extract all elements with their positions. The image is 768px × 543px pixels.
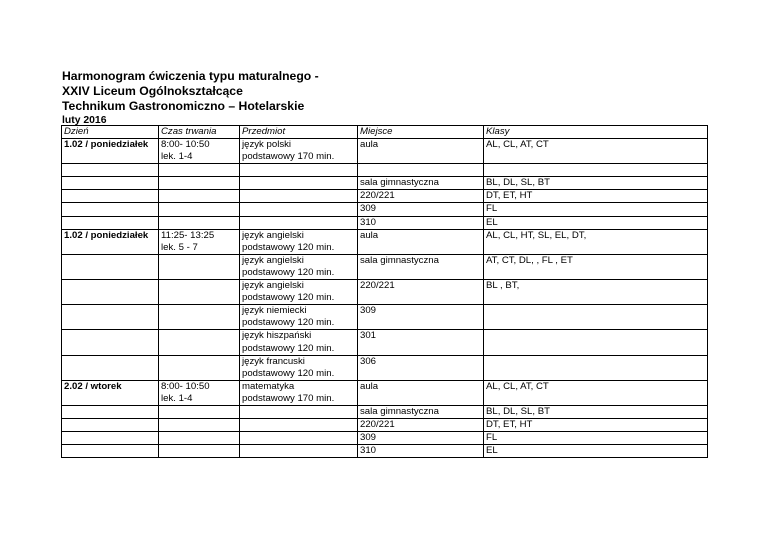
day-label: 1.02 / poniedziałek — [64, 229, 149, 241]
classes-text: EL — [486, 445, 498, 457]
subject-cell — [240, 445, 358, 458]
room-cell — [358, 203, 484, 216]
day-cell — [62, 216, 159, 229]
classes-text: BL, DL, SL, BT — [486, 405, 550, 417]
classes-text: BL , BT, — [486, 280, 520, 292]
time-cell — [159, 330, 240, 355]
table-row — [62, 216, 708, 229]
room-text: 309 — [360, 203, 377, 215]
time-text: lek. 1-4 — [161, 151, 193, 163]
day-cell — [62, 405, 159, 418]
room-text: 306 — [360, 355, 377, 367]
subject-text: język polski — [242, 139, 292, 151]
subject-cell — [240, 190, 358, 203]
table-row — [62, 254, 708, 279]
classes-text: FL — [486, 203, 498, 215]
room-text: aula — [360, 229, 379, 241]
day-cell — [62, 445, 159, 458]
table-row — [62, 432, 708, 445]
classes-text: FL — [486, 432, 498, 444]
time-cell — [159, 419, 240, 432]
room-text: aula — [360, 139, 379, 151]
classes-cell — [484, 229, 708, 254]
time-cell — [159, 229, 240, 254]
classes-text: DT, ET, HT — [486, 419, 533, 431]
day-cell — [62, 254, 159, 279]
subject-text: język niemiecki — [242, 305, 307, 317]
room-cell — [358, 380, 484, 405]
subject-text: język angielski — [242, 229, 304, 241]
time-cell — [159, 445, 240, 458]
classes-text: AT, CT, DL, , FL , ET — [486, 254, 573, 266]
table-row — [62, 330, 708, 355]
col-header-classes: Klasy — [484, 126, 708, 139]
room-cell — [358, 432, 484, 445]
subject-cell — [240, 419, 358, 432]
room-cell — [358, 280, 484, 305]
subject-cell — [240, 139, 358, 164]
technikum-name: Technikum Gastronomiczno – Hotelarskie — [62, 99, 305, 113]
day-cell — [62, 177, 159, 190]
time-cell — [159, 164, 240, 177]
room-text: aula — [360, 380, 379, 392]
subject-text: matematyka — [242, 380, 295, 392]
room-text: 220/221 — [360, 280, 395, 292]
classes-cell — [484, 330, 708, 355]
time-text: 11:25- 13:25 — [161, 229, 215, 241]
room-text: 220/221 — [360, 190, 395, 202]
day-cell — [62, 280, 159, 305]
time-cell — [159, 432, 240, 445]
table-row — [62, 229, 708, 254]
subject-cell — [240, 330, 358, 355]
room-text: 310 — [360, 216, 377, 228]
room-cell — [358, 164, 484, 177]
classes-text: AL, CL, AT, CT — [486, 139, 549, 151]
room-text: 220/221 — [360, 419, 395, 431]
table-row — [62, 139, 708, 164]
subject-cell — [240, 305, 358, 330]
table-row — [62, 445, 708, 458]
month-label: luty 2016 — [62, 115, 107, 126]
subject-text: podstawowy 170 min. — [242, 392, 335, 404]
time-cell — [159, 216, 240, 229]
classes-cell — [484, 445, 708, 458]
classes-text: AL, CL, HT, SL, EL, DT, — [486, 229, 587, 241]
room-text: sala gimnastyczna — [360, 254, 439, 266]
classes-text: EL — [486, 216, 498, 228]
table-row — [62, 164, 708, 177]
room-cell — [358, 419, 484, 432]
day-label: 2.02 / wtorek — [64, 380, 122, 392]
col-header-room: Miejsce — [358, 126, 484, 139]
classes-cell — [484, 254, 708, 279]
day-cell — [62, 419, 159, 432]
school-name: XXIV Liceum Ogólnokształcące — [62, 84, 243, 98]
classes-cell — [484, 164, 708, 177]
subject-text: podstawowy 120 min. — [242, 342, 335, 354]
day-cell — [62, 139, 159, 164]
day-cell — [62, 305, 159, 330]
time-cell — [159, 139, 240, 164]
day-cell — [62, 432, 159, 445]
subject-cell — [240, 254, 358, 279]
col-header-time: Czas trwania — [159, 126, 240, 139]
time-cell — [159, 280, 240, 305]
table-row — [62, 405, 708, 418]
col-header-day: Dzień — [62, 126, 159, 139]
doc-title: Harmonogram ćwiczenia typu maturalnego - — [62, 69, 319, 83]
room-cell — [358, 305, 484, 330]
day-cell — [62, 190, 159, 203]
table-row — [62, 177, 708, 190]
room-cell — [358, 254, 484, 279]
classes-cell — [484, 177, 708, 190]
room-cell — [358, 216, 484, 229]
classes-text: BL, DL, SL, BT — [486, 177, 550, 189]
time-cell — [159, 355, 240, 380]
time-cell — [159, 190, 240, 203]
room-text: sala gimnastyczna — [360, 177, 439, 189]
table-row — [62, 203, 708, 216]
day-cell — [62, 330, 159, 355]
room-cell — [358, 330, 484, 355]
room-cell — [358, 229, 484, 254]
room-cell — [358, 139, 484, 164]
classes-cell — [484, 203, 708, 216]
subject-text: język francuski — [242, 355, 305, 367]
classes-cell — [484, 419, 708, 432]
classes-text: AL, CL, AT, CT — [486, 380, 549, 392]
subject-cell — [240, 164, 358, 177]
day-cell — [62, 229, 159, 254]
time-cell — [159, 254, 240, 279]
time-text: 8:00- 10:50 — [161, 139, 210, 151]
subject-text: podstawowy 120 min. — [242, 317, 335, 329]
time-cell — [159, 380, 240, 405]
day-cell — [62, 355, 159, 380]
classes-cell — [484, 405, 708, 418]
room-cell — [358, 445, 484, 458]
time-text: lek. 5 - 7 — [161, 241, 198, 253]
subject-cell — [240, 177, 358, 190]
time-text: lek. 1-4 — [161, 392, 193, 404]
subject-text: język angielski — [242, 254, 304, 266]
day-cell — [62, 164, 159, 177]
time-cell — [159, 203, 240, 216]
subject-cell — [240, 280, 358, 305]
time-cell — [159, 305, 240, 330]
subject-cell — [240, 405, 358, 418]
classes-cell — [484, 139, 708, 164]
col-header-subject: Przedmiot — [240, 126, 358, 139]
subject-text: podstawowy 120 min. — [242, 367, 335, 379]
subject-cell — [240, 432, 358, 445]
table-row — [62, 355, 708, 380]
table-row — [62, 190, 708, 203]
subject-cell — [240, 229, 358, 254]
room-text: 301 — [360, 330, 377, 342]
classes-cell — [484, 432, 708, 445]
time-text: 8:00- 10:50 — [161, 380, 210, 392]
subject-cell — [240, 216, 358, 229]
classes-cell — [484, 305, 708, 330]
subject-cell — [240, 203, 358, 216]
day-label: 1.02 / poniedziałek — [64, 139, 149, 151]
time-cell — [159, 405, 240, 418]
subject-cell — [240, 380, 358, 405]
subject-text: podstawowy 120 min. — [242, 292, 335, 304]
subject-text: język angielski — [242, 280, 304, 292]
day-cell — [62, 380, 159, 405]
subject-text: podstawowy 120 min. — [242, 241, 335, 253]
subject-text: podstawowy 120 min. — [242, 266, 335, 278]
room-cell — [358, 190, 484, 203]
subject-cell — [240, 355, 358, 380]
classes-text: DT, ET, HT — [486, 190, 533, 202]
table-row — [62, 419, 708, 432]
room-text: 309 — [360, 305, 377, 317]
classes-cell — [484, 280, 708, 305]
room-text: sala gimnastyczna — [360, 405, 439, 417]
table-row — [62, 280, 708, 305]
classes-cell — [484, 190, 708, 203]
classes-cell — [484, 380, 708, 405]
room-cell — [358, 177, 484, 190]
time-cell — [159, 177, 240, 190]
schedule-table — [61, 125, 708, 458]
day-cell — [62, 203, 159, 216]
table-header-row — [62, 126, 708, 139]
room-text: 310 — [360, 445, 377, 457]
classes-cell — [484, 216, 708, 229]
subject-text: podstawowy 170 min. — [242, 151, 335, 163]
table-row — [62, 380, 708, 405]
subject-text: język hiszpański — [242, 330, 312, 342]
room-cell — [358, 355, 484, 380]
table-row — [62, 305, 708, 330]
room-cell — [358, 405, 484, 418]
room-text: 309 — [360, 432, 377, 444]
classes-cell — [484, 355, 708, 380]
